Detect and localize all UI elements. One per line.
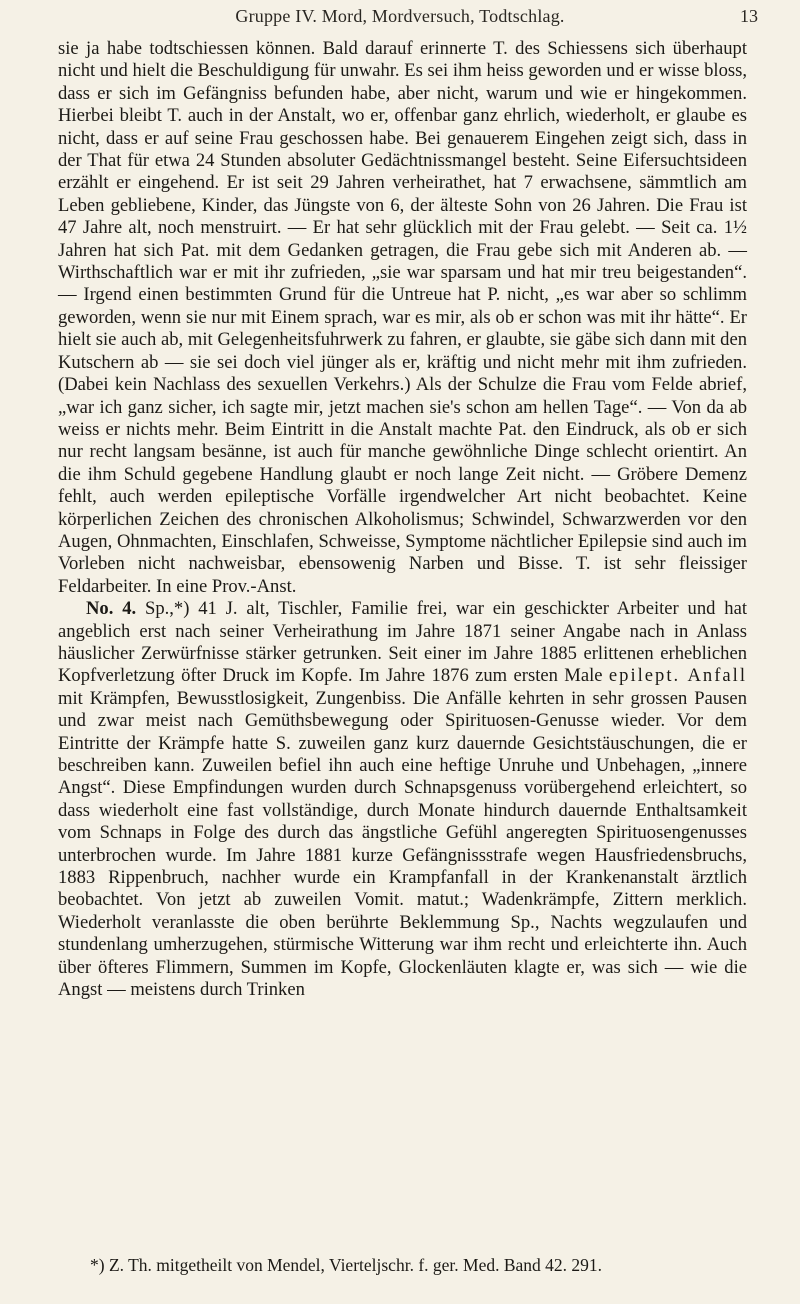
running-head: Gruppe IV. Mord, Mordversuch, Todtschlag. [235,6,565,26]
case-number: No. 4. [86,598,137,620]
paragraph-case-4 [58,598,747,1001]
page-header [0,2,800,32]
paragraph-case-3-continued: sie ja habe todtschiessen können. Bald darauf erinnerte T. des Schiessens sich überhaupt nicht und hielt die Beschuldigung für unwahr. Es sei ihm heiss geworden und er wisse bloss, dass er sich im Gefängniss befunden habe, aber nicht, warum und wie er hingekommen. Hierbei bleibt T. auch in der Anstalt, wo er, offenbar ganz ehrlich, wiederholt, er glaube es nicht, dass er auf seine Frau geschossen habe. Bei genauerem Eingehen zeigt sich, dass in der That für etwa 24 Stunden absoluter Gedächtnissmangel besteht. Seine Eifersuchtsideen erzählt er eingehend. Er ist seit 29 Jahren verheirathet, hat 7 erwachsene, sämmtlich am Leben gebliebene, Kinder, das Jüngste von 6, der älteste Sohn von 26 Jahren. Die Frau ist 47 Jahre alt, noch menstruirt. — Er hat sehr glücklich mit der Frau gelebt. — Seit ca. 1½ Jahren hat sich Pat. mit dem Gedanken getragen, die Frau gebe sich mit Anderen ab. — Wirthschaftlich war er mit ihr zufrieden, „sie war sparsam und hat mir treu beigestanden“. — Irgend einen bestimmten Grund für die Untreue hat P. nicht, „es war aber so schlimm geworden, wenn sie nur mit Einem sprach, war es mir, als ob er schon was mit ihr hätte“. Er hielt sie auch ab, mit Gelegenheitsfuhrwerk zu fahren, er glaubte, sie gäbe sich dann mit den Kutschern ab — sie sei doch viel jünger als er, kräftig und nicht mehr mit ihm zufrieden. (Dabei kein Nachlass des sexuellen Verkehrs.) Als der Schulze die Frau vom Felde abrief, „war ich ganz sicher, ich sagte mir, jetzt machen sie's schon am hellen Tage“. — Von da ab weiss er nichts mehr. Beim Eintritt in die Anstalt machte Pat. den Eindruck, als ob er sich nur recht langsam besänne, ist auch für manche gewöhnliche Dinge schlecht orientirt. An die ihm Schuld gegebene Handlung glaubt er noch lange Zeit nicht. — Gröbere Demenz fehlt, auch werden epileptische Vorfälle irgendwelcher Art nicht beobachtet. Keine körperlichen Zeichen des chronischen Alkoholismus; Schwindel, Schwarzwerden vor den Augen, Ohnmachten, Einschlafen, Schweisse, Symptome nächtlicher Epilepsie sind auch im Vorleben nicht nachweisbar, ebensowenig Narben und Bisse. T. ist sehr fleissiger Feldarbeiter. In eine Prov.-Anst. [58,38,747,597]
page-number: 13 [740,6,758,26]
footnote: *) Z. Th. mitgetheilt von Mendel, Vierteljschr. f. ger. Med. Band 42. 291. [90,1255,603,1275]
spaced-emphasis: epilept. Anfall [608,665,747,687]
body-text [58,38,747,1001]
case-4-text-rest: mit Krämpfen, Bewusstlosigkeit, Zungenbiss. Die Anfälle kehrten in sehr grossen Pausen und zwar meist nach Gemüthsbewegung oder Spirituosen-Genusse wieder. Vor dem Eintritte der Krämpfe hatte S. zuweilen ganz kurz dauernde Gesichtstäuschungen, die er beschreiben kann. Zuweilen befiel ihn auch eine heftige Unruhe und Unbehagen, „innere Angst“. Diese Empfindungen wurden durch Schnapsgenuss vorübergehend erleichtert, so dass wiederholt eine fast vollständige, durch Monate hindurch dauernde Enthaltsamkeit vom Schnaps in Folge des durch das ängstliche Gefühl angeregten Spirituosengenusses unterbrochen wurde. Im Jahre 1881 kurze Gefängnissstrafe wegen Hausfriedensbruchs, 1883 Rippenbruch, nachher wurde ein Krampfanfall in der Krankenanstalt ärztlich beobachtet. Von jetzt ab zuweilen Vomit. matut.; Wadenkrämpfe, Zittern merklich. Wiederholt veranlasste die oben berührte Beklemmung Sp., Nachts wegzulaufen und stundenlang umherzugehen, stürmische Witterung war ihm recht und erleichterte ihn. Auch über öfteres Flimmern, Summen im Kopfe, Glockenläuten klagte er, was sich — wie die Angst — meistens durch Trinken [58,687,747,1001]
case-4-text-start: Sp.,*) 41 J. alt, Tischler, Familie frei, war ein geschickter Arbeiter und hat angeblich erst nach seiner Verheirathung im Jahre 1871 seiner Angabe nach in Anlass häuslicher Zerwürfnisse stärker getrunken. Seit einer im Jahre 1885 erlittenen erheblichen Kopfverletzung öfter Druck im Kopfe. Im Jahre 1876 zum ersten Male [58,598,747,687]
